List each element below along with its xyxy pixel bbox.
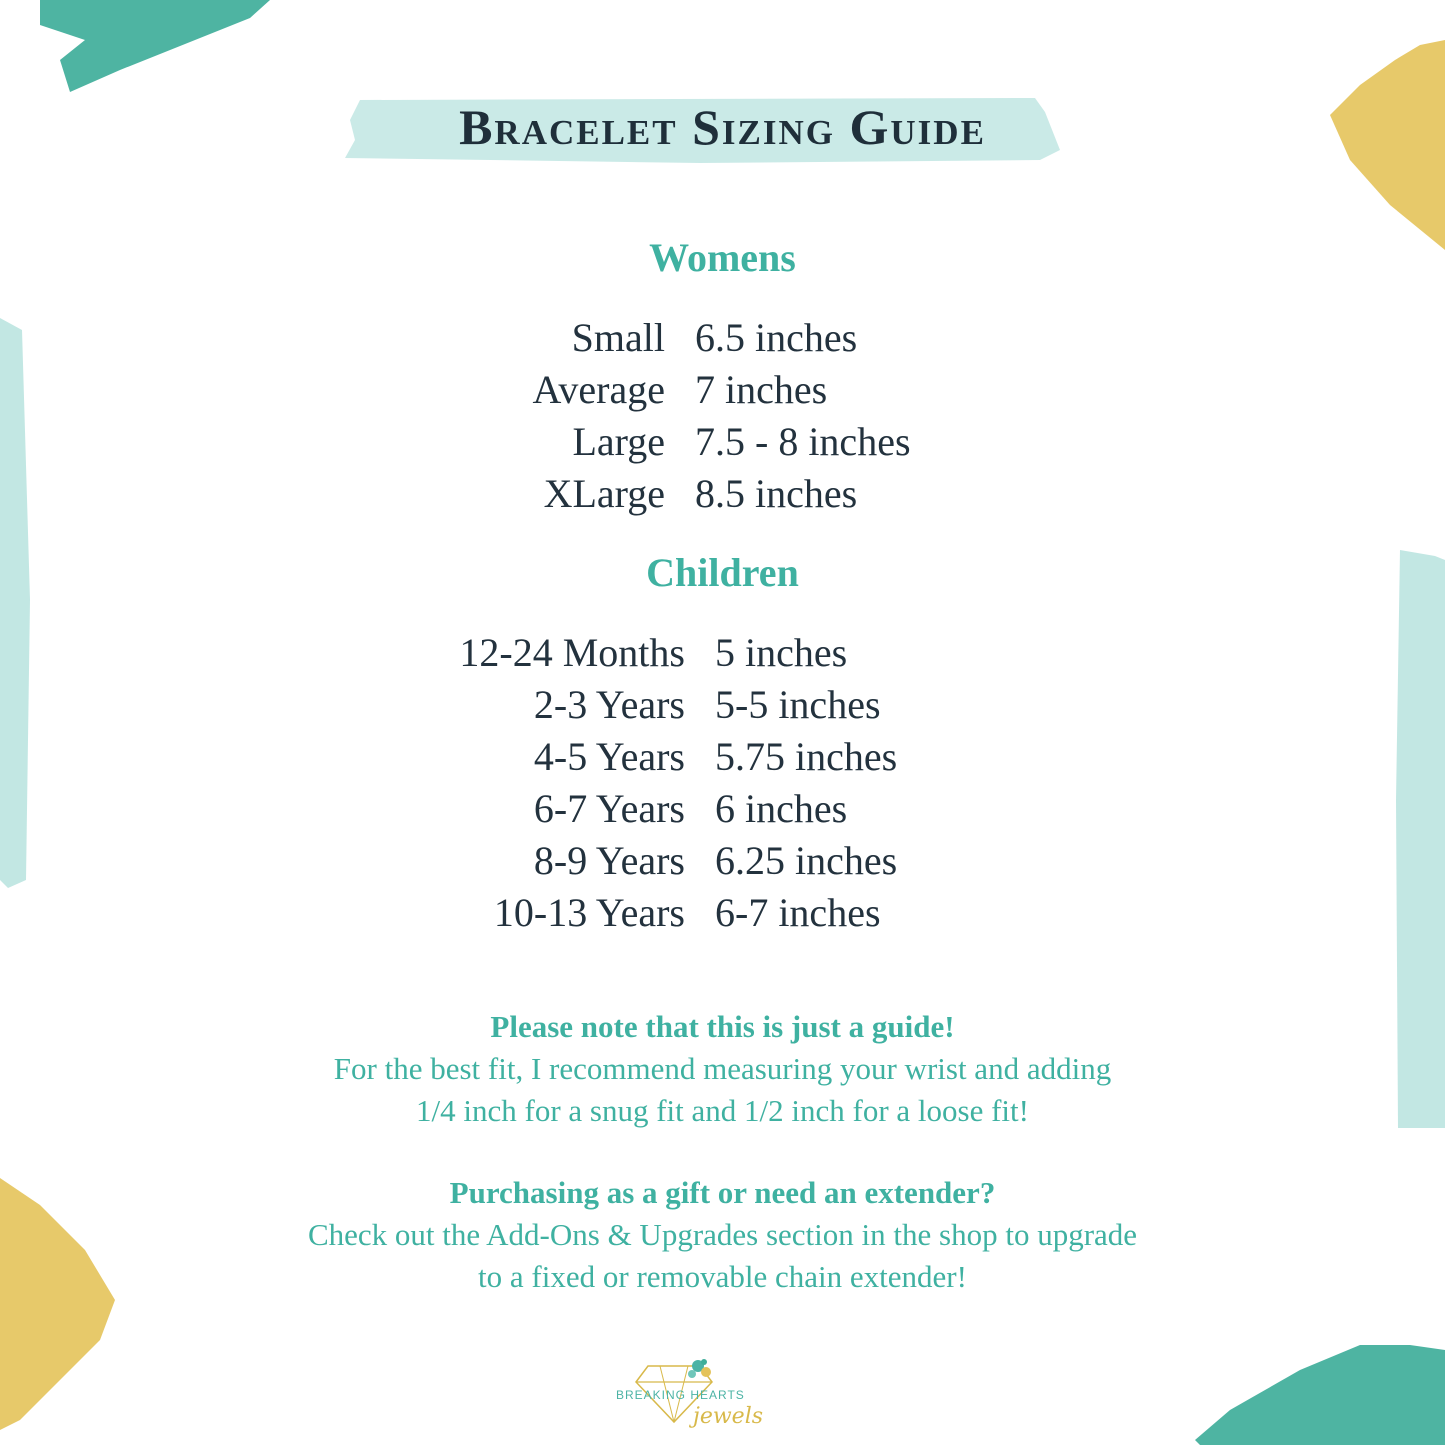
size-value: 5.75 inches xyxy=(715,734,898,779)
brush-stroke-top-left xyxy=(40,0,270,92)
table-row xyxy=(0,364,1445,416)
womens-heading: Womens xyxy=(649,235,796,280)
size-label: Average xyxy=(532,367,665,412)
size-label: 6-7 Years xyxy=(533,786,685,831)
womens-size-table xyxy=(0,312,1445,520)
table-row xyxy=(0,835,1445,887)
brush-stroke-bottom-right xyxy=(1195,1345,1445,1445)
guide-note xyxy=(0,1006,1445,1132)
table-row xyxy=(0,731,1445,783)
size-label: 4-5 Years xyxy=(533,734,685,779)
size-value: 8.5 inches xyxy=(695,471,858,516)
page-title: Bracelet Sizing Guide xyxy=(459,99,986,155)
table-row xyxy=(0,416,1445,468)
table-row xyxy=(0,312,1445,364)
logo-text-main: BREAKING HEARTS xyxy=(616,1388,745,1402)
size-value: 7.5 - 8 inches xyxy=(695,419,911,464)
note-line-1: For the best fit, I recommend measuring your wrist and adding xyxy=(333,1051,1112,1086)
extender-line-2: to a fixed or removable chain extender! xyxy=(478,1259,967,1294)
children-size-table xyxy=(0,627,1445,939)
table-row xyxy=(0,679,1445,731)
table-row xyxy=(0,783,1445,835)
size-value: 6 inches xyxy=(715,786,848,831)
brand-logo xyxy=(608,1352,764,1442)
extender-line-1: Check out the Add-Ons & Upgrades section in the shop to upgrade xyxy=(307,1217,1138,1252)
note-heading: Please note that this is just a guide! xyxy=(490,1009,955,1044)
note-line-2: 1/4 inch for a snug fit and 1/2 inch for a loose fit! xyxy=(416,1093,1029,1128)
extender-note xyxy=(0,1172,1445,1298)
children-heading: Children xyxy=(646,550,799,595)
extender-heading: Purchasing as a gift or need an extender? xyxy=(449,1175,996,1210)
size-label: 2-3 Years xyxy=(533,682,685,727)
size-value: 5-5 inches xyxy=(715,682,881,727)
table-row xyxy=(0,468,1445,520)
size-label: XLarge xyxy=(543,471,665,516)
title-wrap xyxy=(0,92,1445,162)
size-label: 10-13 Years xyxy=(493,890,685,935)
size-value: 5 inches xyxy=(715,630,848,675)
size-value: 7 inches xyxy=(695,367,828,412)
table-row xyxy=(0,627,1445,679)
size-value: 6.25 inches xyxy=(715,838,898,883)
logo-text-script: jewels xyxy=(693,1404,764,1429)
size-value: 6-7 inches xyxy=(715,890,881,935)
size-label: 12-24 Months xyxy=(459,630,685,675)
size-value: 6.5 inches xyxy=(695,315,858,360)
size-label: Small xyxy=(571,315,665,360)
size-label: Large xyxy=(572,419,665,464)
table-row xyxy=(0,887,1445,939)
size-label: 8-9 Years xyxy=(533,838,685,883)
